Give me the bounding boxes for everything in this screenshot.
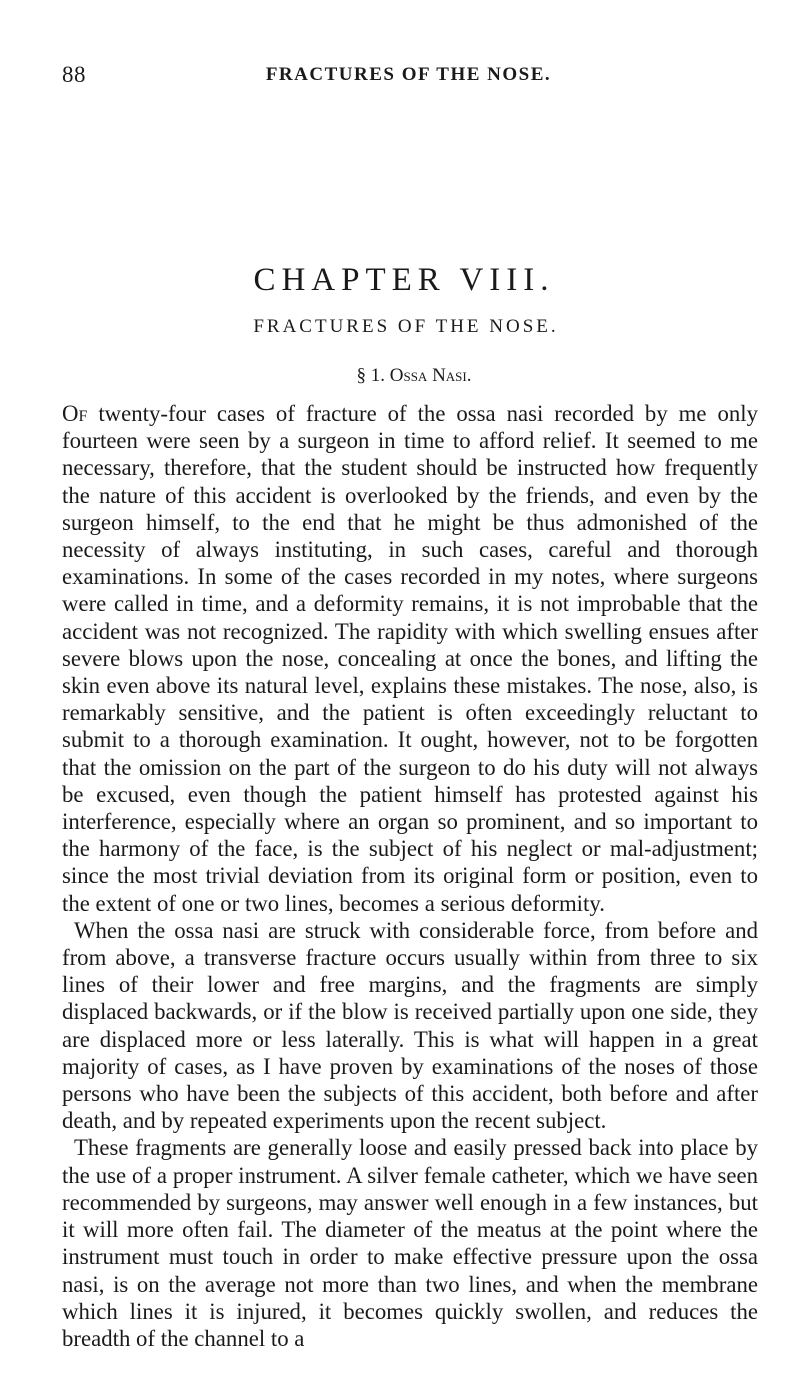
paragraph: These fragments are generally loose and easily pressed back into place by the use of a proper instrument. A silver female catheter, which we have seen recommended by surgeons, may answer well enough in a few instances, but it will more often fail. The diameter of the meatus at the point where the instrument must touch in order to make effective pressure upon the ossa nasi, is on the average not more than two lines, and when the membrane which lines it is injured, it becomes quickly swollen, and reduces the breadth of the channel to a — [62, 1135, 758, 1351]
paragraph-lead-word: Of — [62, 401, 88, 426]
paragraph — [62, 400, 758, 917]
running-title: FRACTURES OF THE NOSE. — [265, 64, 552, 85]
section-heading — [0, 365, 800, 387]
page-number: 88 — [62, 62, 86, 87]
body-text — [62, 400, 758, 1352]
section-title: Ossa Nasi. — [389, 365, 472, 386]
chapter-subtitle: FRACTURES OF THE NOSE. — [253, 316, 559, 337]
chapter-title: CHAPTER VIII. — [253, 262, 555, 298]
section-number: 1. — [370, 365, 385, 386]
section-symbol: § — [356, 365, 366, 386]
running-header — [62, 62, 755, 90]
paragraph: When the ossa nasi are struck with considerable force, from before and from above, a transverse fracture occurs usually within from three to six lines of their lower and free margins, and the fragments are simply displaced backwards, or if the blow is received partially upon one side, they are displaced more or less laterally. This is what will happen in a great majority of cases, as I have proven by examinations of the noses of those persons who have been the subjects of this accident, both before and after death, and by repeated experiments upon the recent subject. — [62, 917, 758, 1134]
paragraph-text: twenty-four cases of fracture of the ossa nasi recorded by me only fourteen were seen by a surgeon in time to afford relief. It seemed to me necessary, therefore, that the student should be instructed how frequently the nature of this accident is overlooked by the friends, and even by the surgeon himself, to the end that he might be thus admonished of the necessity of always instituting, in such cases, careful and thorough examinations. In some of the cases recorded in my notes, where surgeons were called in time, and a deformity remains, it is not improbable that the accident was not recognized. The rapidity with which swelling ensues after severe blows upon the nose, concealing at once the bones, and lifting the skin even above its natural level, explains these mistakes. The nose, also, is remarkably sensitive, and the patient is often exceedingly reluctant to submit to a thorough examination. It ought, however, not to be forgotten that the omission on the part of the surgeon to do his duty will not always be excused, even though the patient himself has protested against his interference, especially where an organ so prominent, and so important to the harmony of the face, is the subject of his neglect or mal-adjustment; since the most trivial deviation from its original form or position, even to the extent of one or two lines, becomes a serious deformity. — [62, 401, 758, 916]
